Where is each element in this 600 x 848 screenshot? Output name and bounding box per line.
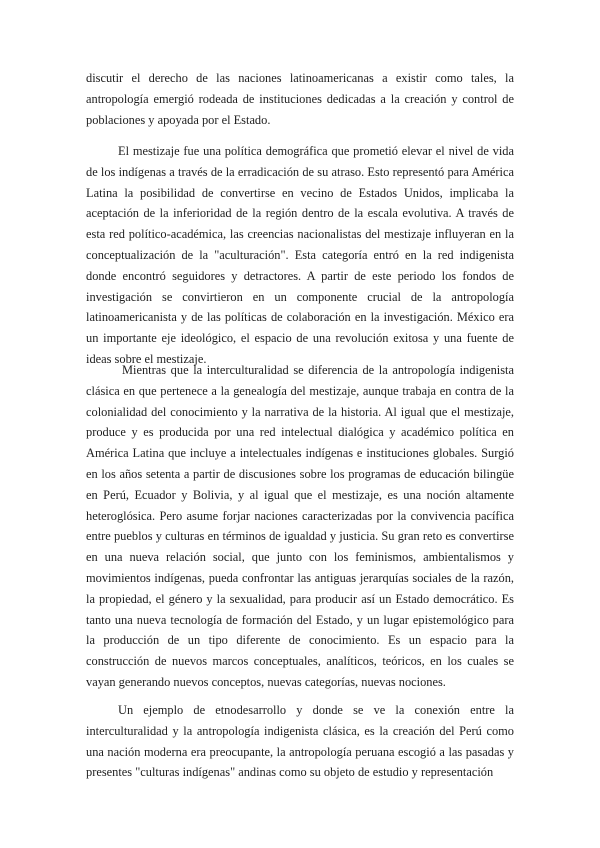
paragraph-interculturalidad xyxy=(86,360,514,693)
paragraph-continuation xyxy=(86,68,514,130)
paragraph-text: discutir el derecho de las naciones latinoamericanas a existir como tales, la antropología emergió rodeada de instituciones dedicadas a la creación y control de poblaciones y apoyada por el Estado. xyxy=(86,71,514,127)
paragraph-text: Un ejemplo de etnodesarrollo y donde se ve la conexión entre la interculturalidad y la antropología indigenista clásica, es la creación del Perú como una nación moderna era preocupante, la antropología peruana escogió a las pasadas y presentes "culturas indígenas" andinas como su objeto de estudio y representación xyxy=(86,703,514,780)
paragraph-etnodesarrollo xyxy=(86,700,514,783)
paragraph-mestizaje xyxy=(86,141,514,370)
paragraph-text: El mestizaje fue una política demográfica que prometió elevar el nivel de vida de los indígenas a través de la erradicación de su atraso. Esto representó para América Latina la posibilidad de convertirse en vecino de Estados Unidos, implicaba la aceptación de la inferioridad de la región dentro de la escala evolutiva. A través de esta red político-académica, las creencias nacionalistas del mestizaje influyeran en la conceptualización de la "aculturación". Esta categoría entró en la red indigenista donde encontró seguidores y detractores. A partir de este periodo los fondos de investigación se convirtieron en un componente crucial de la antropología latinoamericanista y de las políticas de colaboración en la investigación. México era un importante eje ideológico, el espacio de una revolución exitosa y una fuente de ideas sobre el mestizaje. xyxy=(86,144,514,366)
paragraph-text: Mientras que la interculturalidad se diferencia de la antropología indigenista clásica en que pertenece a la genealogía del mestizaje, aunque trabaja en contra de la colonialidad del conocimiento y la narrativa de la historia. Al igual que el mestizaje, produce y es producida por una red intelectual dialógica y académico política en América Latina que incluye a intelectuales indígenas e instituciones globales. Surgió en los años setenta a partir de discusiones sobre los programas de educación bilingüe en Perú, Ecuador y Bolivia, y al igual que el mestizaje, es una noción altamente heteroglósica. Pero asume forjar naciones caracterizadas por la convivencia pacífica entre pueblos y culturas en términos de igualdad y justicia. Su gran reto es convertirse en una nueva relación social, que junto con los feminismos, ambientalismos y movimientos indígenas, pueda confrontar las antiguas jerarquías sociales de la razón, la propiedad, el género y la sexualidad, para producir así un Estado democrático. Es tanto una nueva tecnología de formación del Estado, y un lugar epistemológico para la producción de un tipo diferente de conocimiento. Es un espacio para la construcción de nuevos marcos conceptuales, analíticos, teóricos, en los cuales se vayan generando nuevos conceptos, nuevas categorías, nuevas nociones. xyxy=(86,363,514,689)
